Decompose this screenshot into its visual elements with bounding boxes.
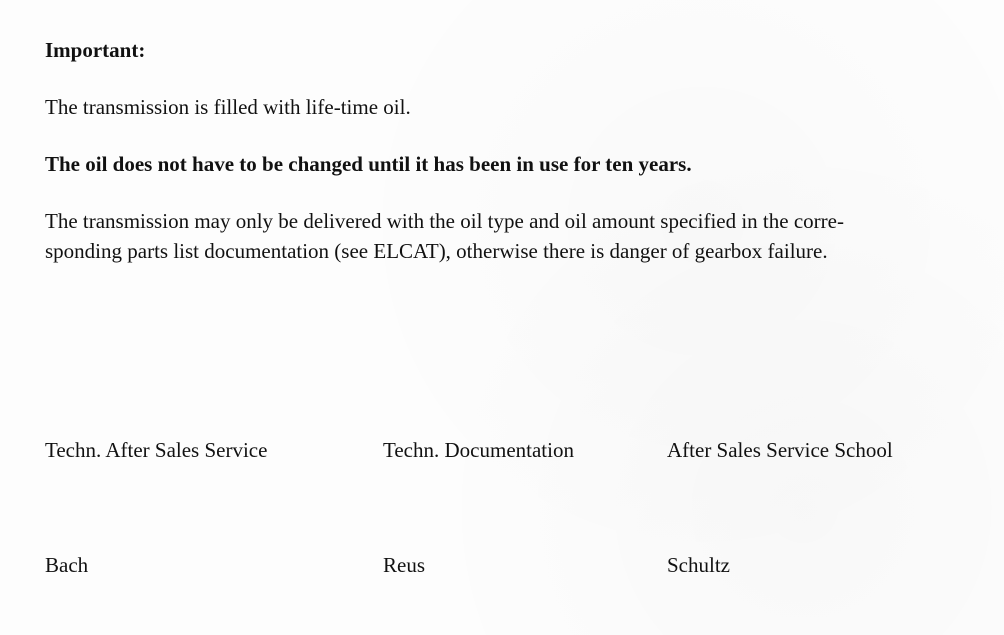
paragraph-oil-type-line1: The transmission may only be delivered with the oil type and oil amount specified in the corre- [45,209,844,233]
paragraph-oil-change-interval: The oil does not have to be changed until it has been in use for ten years. [45,152,692,176]
important-heading: Important: [45,38,146,62]
signature-department-1: Techn. After Sales Service [45,438,268,462]
signature-name-2: Reus [383,553,425,577]
signature-department-2: Techn. Documentation [383,438,574,462]
signature-name-3: Schultz [667,553,730,577]
paragraph-lifetime-oil: The transmission is filled with life-time oil. [45,95,411,119]
paragraph-oil-type-line2: sponding parts list documentation (see ELCAT), otherwise there is danger of gearbox failure. [45,239,828,263]
signature-department-3: After Sales Service School [667,438,893,462]
signature-name-1: Bach [45,553,89,577]
